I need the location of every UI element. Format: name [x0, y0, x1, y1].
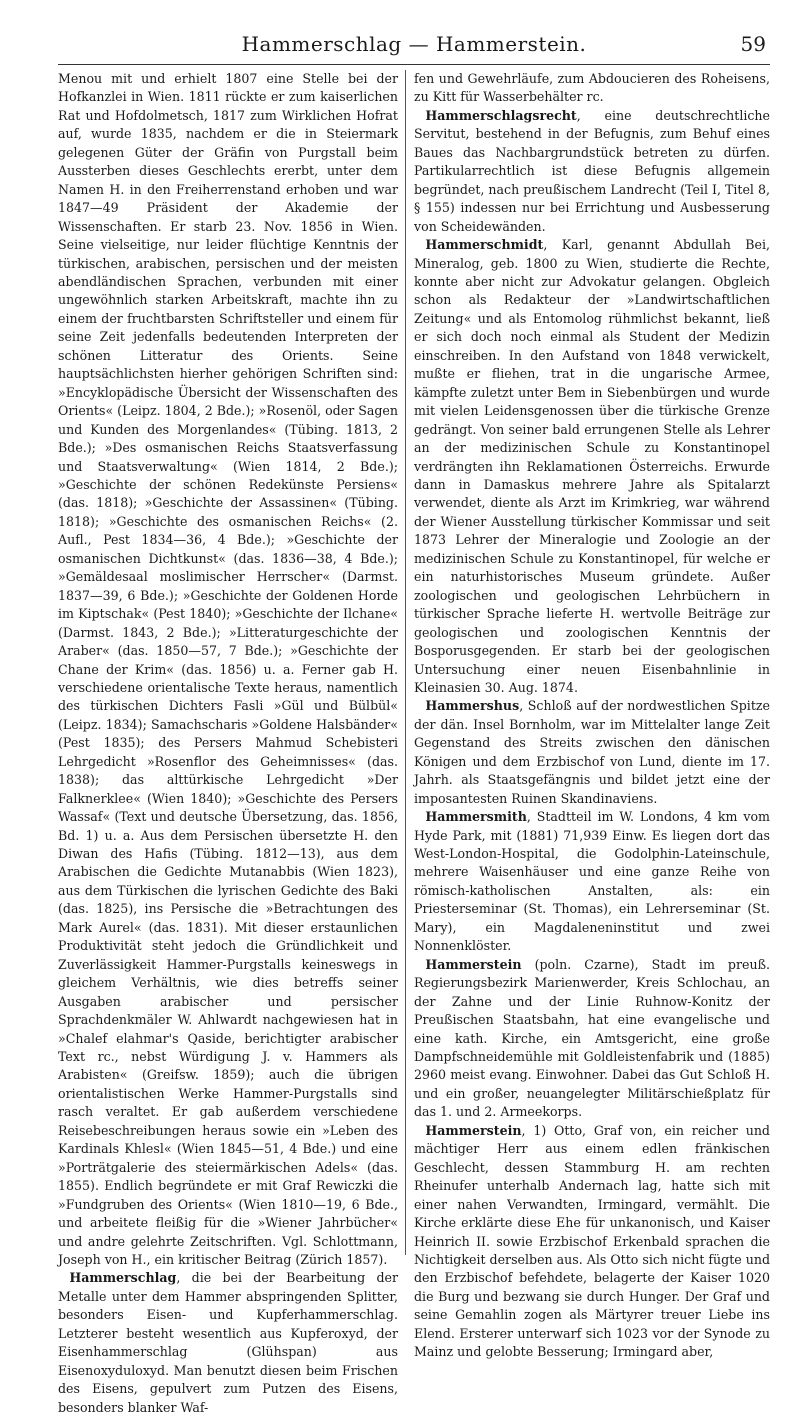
- entry-text: , Stadtteil im W. Londons, 4 km vom Hyde Park, mit (1881) 71,939 Einw. Es liegen dort das West-London-Hospital, die Godolphin-Lateinschule, mehrere Waisenhäuser und eine ganze Reihe von römisch-katholischen Anstalten, als: ein Priesterseminar (St. Thomas), ein Lehrerseminar (St. Mary), ein Magdaleneninstitut und zwei Nonnenklöster.: [414, 809, 770, 954]
- entry-text: , Karl, genannt Abdullah Bei, Mineralog, geb. 1800 zu Wien, studierte die Rechte, konnte aber nicht zur Advokatur gelangen. Obgleich schon als Redakteur der »Landwirtschaftlichen Zeitung« und als Entomolog rühmlichst bekannt, ließ er sich doch noch einmal als Student der Medizin einschreiben. In den Aufstand von 1848 verwickelt, mußte er fliehen, trat in die ungarische Armee, kämpfte zuletzt unter Bem in Siebenbürgen und wurde mit vielen Leidensgenossen über die türkische Grenze gedrängt. Von seiner bald errungenen Stelle als Lehrer an der medizinischen Schule zu Konstantinopel verdrängten ihn Reklamationen Österreichs. Erwurde dann in Damaskus mehrere Jahre als Spitalarzt verwendet, diente als Arzt im Krimkrieg, war während der Wiener Ausstellung türkischer Kommissar und seit 1873 Lehrer der Mineralogie und Zoologie an der medizinischen Schule zu Konstantinopel, für welche er ein naturhistorisches Museum gründete. Außer zoologischen und geologischen Lehrbüchern in türkischer Sprache lieferte H. wertvolle Beiträge zur geologischen und zoologischen Kenntnis der Bosporusgegenden. Er starb bei der geologischen Untersuchung einer neuen Eisenbahnlinie in Kleinasien 30. Aug. 1874.: [414, 237, 770, 695]
- entry-text: , 1) Otto, Graf von, ein reicher und mächtiger Herr aus einem edlen fränkischen Geschlecht, dessen Stammburg H. am rechten Rheinufer unterhalb Andernach lag, hatte sich mit einer nahen Verwandten, Irmingard, vermählt. Die Kirche erklärte diese Ehe für unkanonisch, und Kaiser Heinrich II. sowie Erzbischof Erkenbald sprachen die Nichtigkeit derselben aus. Als Otto sich nicht fügte und den Erzbischof befehdete, belagerte der Kaiser 1020 die Burg und bezwang sie durch Hunger. Der Graf und seine Gemahlin zogen als Märtyrer treuer Liebe ins Elend. Ersterer unterwarf sich 1023 vor der Synode zu Mainz und gelobte Besserung; Irmingard aber,: [414, 1122, 771, 1360]
- entry-headword: Hammerschmidt: [425, 237, 544, 253]
- column-divider: [405, 70, 406, 1255]
- dictionary-entry: [414, 107, 770, 236]
- text-columns: [58, 70, 771, 1415]
- continued-text: [58, 70, 398, 1269]
- entry-text: , Schloß auf der nordwestlichen Spitze der dän. Insel Bornholm, war im Mittelalter lange Zeit Gegenstand des Streits zwischen den dänischen Königen und dem Erzbischof von Lund, diente im 17. Jahrh. als Staatsgefängnis und bildet jetzt eine der imposantesten Ruinen Skandinaviens.: [414, 698, 770, 806]
- dictionary-entry: [414, 236, 770, 697]
- entry-text: fen und Gewehrläufe, zum Abdoucieren des Roheisens, zu Kitt für Wasserbehälter rc.: [414, 71, 770, 105]
- entry-headword: Hammerstein: [425, 956, 522, 972]
- continued-text: [414, 70, 770, 107]
- left-column: [58, 70, 398, 1415]
- page-number: 59: [740, 32, 766, 56]
- entry-headword: Hammershus: [425, 698, 520, 714]
- entry-headword: Hammerschlagsrecht: [425, 107, 577, 123]
- right-column: [414, 70, 771, 1360]
- entry-headword: Hammersmith: [425, 809, 527, 825]
- entry-text: Menou mit und erhielt 1807 eine Stelle bei der Hofkanzlei in Wien. 1811 rückte er zum kaiserlichen Rat und Hofdolmetsch, 1817 zum Wirklichen Hofrat auf, wurde 1835, nachdem er die in Steiermark gelegenen Güter der Gräfin von Purgstall beim Aussterben dieses Geschlechts ererbt, unter dem Namen H. in den Freiherrenstand erhoben und war 1847—49 Präsident der Akademie der Wissenschaften. Er starb 23. Nov. 1856 in Wien. Seine vielseitige, nur leider flüchtige Kenntnis der türkischen, arabischen, persischen und der meisten abendländischen Sprachen, verbunden mit einer ungewöhnlich starken Arbeitskraft, machte ihn zu einem der fruchtbarsten Schriftsteller und einem für seine Zeit jedenfalls bedeutenden Interpreten der schönen Litteratur des Orients. Seine hauptsächlichsten hierher gehörigen Schriften sind: »Encyklopädische Übersicht der Wissenschaften des Orients« (Leipz. 1804, 2 Bde.); »Rosenöl, oder Sagen und Kunden des Morgenlandes« (Tübing. 1813, 2 Bde.); »Des osmanischen Reichs Staatsverfassung und Staatsverwaltung« (Wien 1814, 2 Bde.); »Geschichte der schönen Redekünste Persiens« (das. 1818); »Geschichte der Assassinen« (Tübing. 1818); »Geschichte des osmanischen Reichs« (2. Aufl., Pest 1834—36, 4 Bde.); »Geschichte der osmanischen Dichtkunst« (das. 1836—38, 4 Bde.); »Gemäldesaal moslimischer Herrscher« (Darmst. 1837—39, 6 Bde.); »Geschichte der Goldenen Horde im Kiptschak« (Pest 1840); »Geschichte der Ilchane« (Darmst. 1843, 2 Bde.); »Litteraturgeschichte der Araber« (das. 1850—57, 7 Bde.); »Geschichte der Chane der Krim« (das. 1856) u. a. Ferner gab H. verschiedene orientalische Texte heraus, namentlich des türkischen Dichters Fasli »Gül und Bülbül« (Leipz. 1834); Samachscharis »Goldene Halsbänder« (Pest 1835); des Persers Mahmud Schebisteri Lehrgedicht »Rosenflor des Geheimnisses« (das. 1838); das alttürkische Lehrgedicht »Der Falknerklee« (Wien 1840); »Geschichte des Persers Wassaf« (Text und deutsche Übersetzung, das. 1856, Bd. 1) u. a. Aus dem Persischen übersetzte H. den Diwan des Hafis (Tübing. 1812—13), aus dem Arabischen die Gedichte Mutanabbis (Wien 1823), aus dem Türkischen die lyrischen Gedichte des Baki (das. 1825), ins Persische die »Betrachtungen des Mark Aurel« (das. 1831). Mit dieser erstaunlichen Produktivität steht jedoch die Gründlichkeit und Zuverlässigkeit Hammer-Purgstalls keineswegs in gleichem Verhältnis, wie dies betreffs seiner Ausgaben arabischer und persischer Sprachdenkmäler W. Ahlwardt nachgewiesen hat in »Chalef elahmar's Qaside, berichtigter arabischer Text rc., nebst Würdigung J. v. Hammers als Arabisten« (Greifsw. 1859); auch die übrigen orientalistischen Werke Hammer-Purgstalls sind rasch veraltet. Er gab außerdem verschiedene Reisebeschreibungen heraus sowie ein »Leben des Kardinals Khlesl« (Wien 1845—51, 4 Bde.) und eine »Porträtgalerie des steiermärkischen Adels« (das. 1855). Endlich begründete er mit Graf Rewiczki die »Fundgruben des Orients« (Wien 1810—19, 6 Bde., und arbeitete fleißig für die »Wiener Jahrbücher« und andre gelehrte Zeitschriften. Vgl. Schlottmann, Joseph von H., ein kritischer Beitrag (Zürich 1857).: [58, 71, 398, 1267]
- dictionary-entry: [414, 1122, 770, 1362]
- dictionary-entry: [414, 697, 770, 808]
- dictionary-entry: [58, 1269, 398, 1417]
- entry-text: (poln. Czarne), Stadt im preuß. Regierungsbezirk Marienwerder, Kreis Schlochau, an der Zahne und der Linie Ruhnow-Konitz der Preußischen Staatsbahn, hat eine evangelische und eine kath. Kirche, ein Amtsgericht, eine große Dampfschneidemühle mit Goldleistenfabrik und (1885) 2960 meist evang. Einwohner. Dabei das Gut Schloß H. und ein großer, neuangelegter Militärschießplatz für das 1. und 2. Armeekorps.: [414, 956, 770, 1120]
- running-title: Hammerschlag — Hammerstein.: [241, 32, 587, 56]
- entry-text: , eine deutschrechtliche Servitut, bestehend in der Befugnis, zum Behuf eines Baues das Nachbargrundstück betreten zu dürfen. Partikularrechtlich ist diese Befugnis allgemein begründet, nach preußischem Landrecht (Teil I, Titel 8, § 155) indessen nur bei Errichtung und Ausbesserung von Scheidewänden.: [414, 107, 770, 234]
- entry-text: , die bei der Bearbeitung der Metalle unter dem Hammer abspringenden Splitter, besonders Eisen- und Kupferhammerschlag. Letzterer besteht wesentlich aus Kupferoxyd, der Eisenhammerschlag (Glühspan) aus Eisenoxyduloxyd. Man benutzt diesen beim Frischen des Eisens, gepulvert zum Putzen des Eisens, besonders blanker Waf-: [58, 1270, 398, 1415]
- entry-headword: Hammerschlag: [69, 1270, 177, 1286]
- entry-headword: Hammerstein: [425, 1122, 522, 1138]
- page-header: [58, 30, 770, 65]
- dictionary-entry: [414, 956, 770, 1122]
- dictionary-entry: [414, 808, 770, 956]
